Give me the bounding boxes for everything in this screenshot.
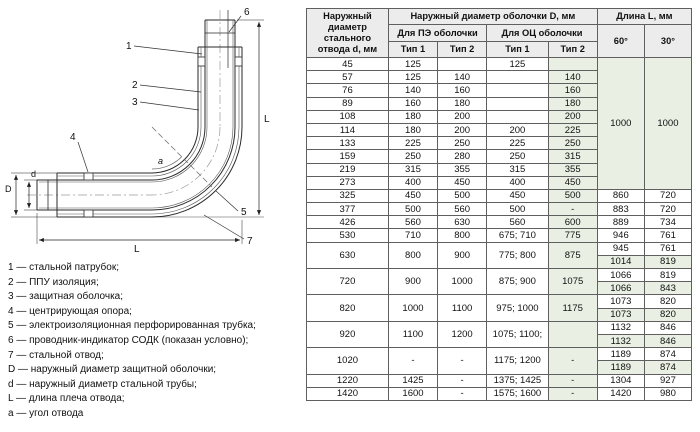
table-cell: 920 <box>307 321 389 347</box>
table-cell: - <box>548 387 597 400</box>
table-cell: 114 <box>307 123 389 136</box>
table-cell: 1220 <box>307 374 389 387</box>
table-cell: 426 <box>307 216 389 229</box>
callout-leaders <box>78 16 244 239</box>
table-cell: - <box>438 348 487 374</box>
table-cell: 734 <box>644 216 691 229</box>
dim-L-vertical-label: L <box>264 114 270 125</box>
table-cell: 875 <box>548 242 597 268</box>
table-cell: 180 <box>388 123 437 136</box>
table-row <box>307 203 692 216</box>
table-cell <box>487 110 548 123</box>
table-cell: 1066 <box>597 269 644 282</box>
table-cell: 250 <box>487 150 548 163</box>
legend-item: D — наружный диаметр защитной оболочки; <box>8 364 217 376</box>
table-cell: 560 <box>487 216 548 229</box>
table-cell: 975; 1000 <box>487 295 548 321</box>
table-cell: 945 <box>597 242 644 255</box>
legend-item: 7 — стальной отвод; <box>8 349 104 361</box>
header-oc-jacket: Для ОЦ оболочки <box>487 25 598 42</box>
table-cell: 875; 900 <box>487 269 548 295</box>
table-cell: 450 <box>438 176 487 189</box>
table-cell: 1000 <box>644 58 691 190</box>
table-cell: - <box>548 348 597 374</box>
table-cell: 450 <box>388 189 437 202</box>
table-cell: 761 <box>644 242 691 255</box>
table-cell: - <box>388 348 437 374</box>
table-cell: 1375; 1425 <box>487 374 548 387</box>
table-cell: 630 <box>307 242 389 268</box>
legend-item: 4 — центрирующая опора; <box>8 305 132 317</box>
table-cell: 1073 <box>597 295 644 308</box>
table-cell <box>487 71 548 84</box>
table-cell: 820 <box>644 295 691 308</box>
header-60deg: 60° <box>597 25 644 58</box>
table-header <box>307 9 692 58</box>
table-cell: 325 <box>307 189 389 202</box>
table-cell: 500 <box>487 203 548 216</box>
table-cell: 1075; 1100; <box>487 321 548 347</box>
table-cell <box>487 97 548 110</box>
table-cell: 1132 <box>597 334 644 347</box>
dim-L-horizontal <box>37 213 242 244</box>
table-cell: 133 <box>307 137 389 150</box>
table-cell: 180 <box>438 97 487 110</box>
table-cell: 89 <box>307 97 389 110</box>
header-oc-type1: Тип 1 <box>487 42 548 58</box>
table-row <box>307 216 692 229</box>
table-cell: 927 <box>644 374 691 387</box>
table-row <box>307 269 692 282</box>
table-cell: 180 <box>548 97 597 110</box>
table-cell: 874 <box>644 348 691 361</box>
table-cell: 1420 <box>597 387 644 400</box>
dim-d-label: d <box>31 169 37 179</box>
table-cell: 45 <box>307 58 389 71</box>
table-cell: 125 <box>388 58 437 71</box>
header-30deg: 30° <box>644 25 691 58</box>
table-cell: 1175; 1200 <box>487 348 548 374</box>
table-cell: 846 <box>644 321 691 334</box>
table-cell: 1100 <box>388 321 437 347</box>
table-cell: 900 <box>438 242 487 268</box>
header-oc-type2: Тип 2 <box>548 42 597 58</box>
table-cell: 1000 <box>388 295 437 321</box>
table-cell: 860 <box>597 189 644 202</box>
table-cell: 946 <box>597 229 644 242</box>
table-row <box>307 229 692 242</box>
table-cell: 57 <box>307 71 389 84</box>
legend <box>8 261 256 422</box>
table-cell: 1175 <box>548 295 597 321</box>
table-cell <box>438 58 487 71</box>
header-pe-type1: Тип 1 <box>388 42 437 58</box>
table-cell: 219 <box>307 163 389 176</box>
table-cell: 160 <box>388 97 437 110</box>
table-cell: 846 <box>644 334 691 347</box>
header-length-group: Длина L, мм <box>597 9 691 25</box>
table-cell: 1066 <box>597 282 644 295</box>
table-row <box>307 321 692 334</box>
casing-inner-wall <box>57 47 239 214</box>
table-cell <box>548 321 597 347</box>
elbow-drawing-svg <box>2 2 304 260</box>
table-cell: 883 <box>597 203 644 216</box>
table-row <box>307 295 692 308</box>
table-cell: 273 <box>307 176 389 189</box>
table-cell: 980 <box>644 387 691 400</box>
table-cell: 1200 <box>438 321 487 347</box>
table-cell: - <box>438 387 487 400</box>
table-cell: 1420 <box>307 387 389 400</box>
table-cell: 355 <box>438 163 487 176</box>
table-cell: 819 <box>644 255 691 268</box>
table-cell: 400 <box>388 176 437 189</box>
callout-1: 1 <box>126 41 132 52</box>
table-cell: 225 <box>548 123 597 136</box>
table-cell: 775; 800 <box>487 242 548 268</box>
table-cell: 125 <box>388 71 437 84</box>
table-cell: 200 <box>487 123 548 136</box>
table-cell: 400 <box>487 176 548 189</box>
callout-7: 7 <box>247 236 253 247</box>
table-cell: 250 <box>548 137 597 150</box>
table-cell: 530 <box>307 229 389 242</box>
steel-pipe-outline <box>37 20 235 210</box>
table-row <box>307 387 692 400</box>
table-cell: 160 <box>548 84 597 97</box>
table-cell: 180 <box>388 110 437 123</box>
table-cell: 775 <box>548 229 597 242</box>
table-cell: 1132 <box>597 321 644 334</box>
legend-item: L — длина плеча отвода; <box>8 393 125 405</box>
table-cell: 800 <box>388 242 437 268</box>
table-cell <box>487 84 548 97</box>
dim-L-horizontal-label: L <box>134 244 140 255</box>
table-cell: 108 <box>307 110 389 123</box>
table-row <box>307 58 692 71</box>
table-cell: 1075 <box>548 269 597 295</box>
legend-item: d — наружный диаметр стальной трубы; <box>8 378 197 390</box>
table-cell: 720 <box>644 189 691 202</box>
table-cell: 720 <box>307 269 389 295</box>
table-cell: 377 <box>307 203 389 216</box>
table-cell: 800 <box>438 229 487 242</box>
table-cell: 125 <box>487 58 548 71</box>
elbow-diagram <box>2 2 304 265</box>
table-cell: 819 <box>644 269 691 282</box>
legend-item: 6 — проводник-индикатор СОДК (показан условно); <box>8 334 249 346</box>
legend-item: 5 — электроизоляционная перфорированная трубка; <box>8 320 256 332</box>
table-cell: 159 <box>307 150 389 163</box>
table-cell: 200 <box>438 110 487 123</box>
table-cell: 450 <box>548 176 597 189</box>
table-cell: 900 <box>388 269 437 295</box>
legend-item: 3 — защитная оболочка; <box>8 291 123 303</box>
table-cell: 160 <box>438 84 487 97</box>
table-cell: 874 <box>644 361 691 374</box>
table-cell: 560 <box>388 216 437 229</box>
table-cell: 140 <box>438 71 487 84</box>
callout-6: 6 <box>244 7 250 18</box>
table-cell: 200 <box>548 110 597 123</box>
table-cell: 250 <box>438 137 487 150</box>
table-cell: 450 <box>487 189 548 202</box>
table-cell: 820 <box>307 295 389 321</box>
table-cell: 500 <box>388 203 437 216</box>
header-jacket-diameter-group: Наружный диаметр оболочки D, мм <box>388 9 597 25</box>
table-cell: 1000 <box>438 269 487 295</box>
table-cell: 1073 <box>597 308 644 321</box>
table-cell: 225 <box>487 137 548 150</box>
table-cell: 1304 <box>597 374 644 387</box>
table-cell: 225 <box>388 137 437 150</box>
callout-3: 3 <box>132 97 138 108</box>
table-cell: 200 <box>438 123 487 136</box>
dimensions-table <box>306 8 692 401</box>
table-cell <box>548 58 597 71</box>
table-cell: 1014 <box>597 255 644 268</box>
table-cell: 500 <box>548 189 597 202</box>
table-cell: 820 <box>644 308 691 321</box>
table-body <box>307 58 692 401</box>
table-cell: 1425 <box>388 374 437 387</box>
table-cell: 1189 <box>597 361 644 374</box>
table-cell: 355 <box>548 163 597 176</box>
table-cell: 315 <box>388 163 437 176</box>
table-cell: 560 <box>438 203 487 216</box>
table-cell: 630 <box>438 216 487 229</box>
table-cell: - <box>548 374 597 387</box>
callout-2: 2 <box>132 80 138 91</box>
table-cell: 1100 <box>438 295 487 321</box>
table-cell: 675; 710 <box>487 229 548 242</box>
table-cell: 315 <box>548 150 597 163</box>
table-cell: 140 <box>548 71 597 84</box>
table-row <box>307 374 692 387</box>
table-cell: 1575; 1600 <box>487 387 548 400</box>
table-cell: 720 <box>644 203 691 216</box>
header-steel-diameter: Наружный диаметр стального отвода d, мм <box>307 9 389 58</box>
header-pe-type2: Тип 2 <box>438 42 487 58</box>
header-pe-jacket: Для ПЭ оболочки <box>388 25 486 42</box>
table-cell: 1000 <box>597 58 644 190</box>
dim-D-label: D <box>5 184 12 194</box>
table-cell: 76 <box>307 84 389 97</box>
table-cell: 600 <box>548 216 597 229</box>
casing-outline <box>57 47 242 217</box>
table-cell: 843 <box>644 282 691 295</box>
table-cell: - <box>548 203 597 216</box>
angle-label: a <box>158 156 164 166</box>
table-cell: 1020 <box>307 348 389 374</box>
centerlines <box>27 10 220 195</box>
table-cell: 315 <box>487 163 548 176</box>
table-cell: 1189 <box>597 348 644 361</box>
table-cell: 500 <box>438 189 487 202</box>
table-cell: 889 <box>597 216 644 229</box>
callout-4: 4 <box>70 132 76 143</box>
table-cell: 710 <box>388 229 437 242</box>
table-cell: 1600 <box>388 387 437 400</box>
legend-item: 1 — стальной патрубок; <box>8 262 119 273</box>
table-wrap <box>306 8 692 401</box>
table-cell: 140 <box>388 84 437 97</box>
table-cell: 250 <box>388 150 437 163</box>
table-cell: 280 <box>438 150 487 163</box>
callout-5: 5 <box>241 207 247 218</box>
table-row <box>307 348 692 361</box>
legend-item: a — угол отвода <box>8 407 84 419</box>
table-row <box>307 189 692 202</box>
table-cell: 761 <box>644 229 691 242</box>
legend-item: 2 — ППУ изоляция; <box>8 276 99 288</box>
table-row <box>307 242 692 255</box>
table-cell: - <box>438 374 487 387</box>
dim-L-vertical <box>152 20 264 217</box>
